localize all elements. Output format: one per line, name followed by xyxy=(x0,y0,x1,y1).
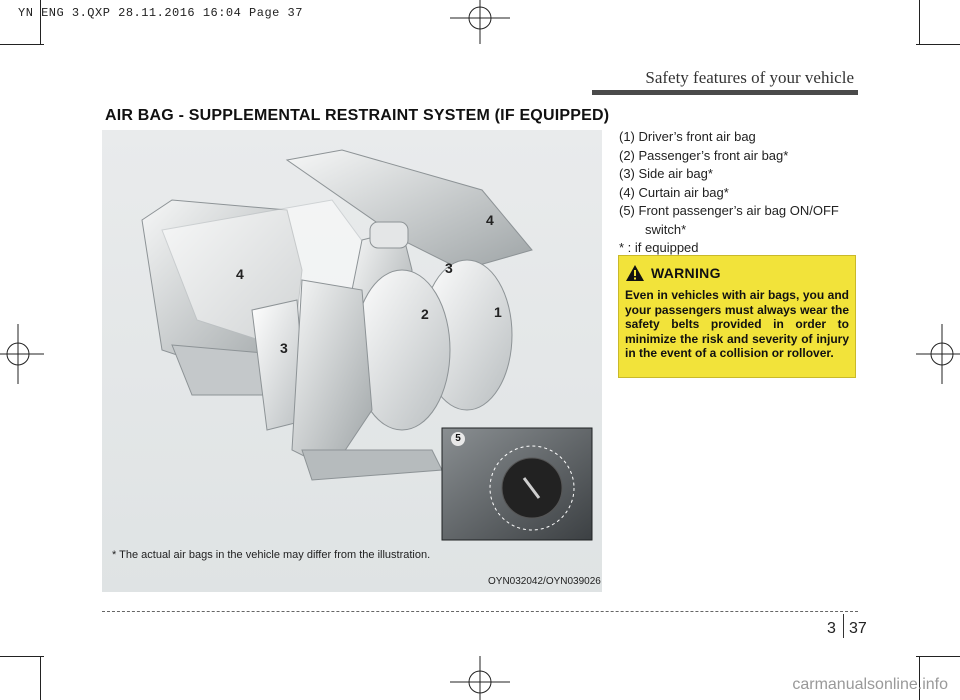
list-item: (2) Passenger’s front air bag* xyxy=(619,147,789,163)
section-title-bar xyxy=(592,90,858,95)
callout-4: 4 xyxy=(236,266,244,282)
section-title: Safety features of your vehicle xyxy=(645,68,854,87)
crop-mark xyxy=(0,44,44,45)
callout-4: 4 xyxy=(486,212,494,228)
list-item: (3) Side air bag* xyxy=(619,166,713,181)
warning-header xyxy=(625,264,849,282)
vehicle-interior-drawing xyxy=(102,130,602,592)
crop-mark xyxy=(919,0,920,44)
footer-divider xyxy=(102,611,858,612)
figure-code: OYN032042/OYN039026 xyxy=(488,576,601,587)
page-number: 37 xyxy=(849,620,867,637)
airbag-illustration xyxy=(102,130,602,592)
chapter-number: 3 xyxy=(827,620,836,637)
warning-triangle-icon xyxy=(625,264,645,282)
callout-5: 5 xyxy=(451,432,465,446)
list-item-continuation: switch* xyxy=(645,221,687,237)
callout-1: 1 xyxy=(494,304,502,320)
callout-3: 3 xyxy=(280,340,288,356)
warning-text: Even in vehicles with air bags, you and your passengers must always wear the safety belts provided in order to minimize the risk and severity of injury in the event of a collision or rollover. xyxy=(625,288,849,361)
crop-mark xyxy=(916,656,960,657)
registration-mark xyxy=(450,0,510,44)
callout-2: 2 xyxy=(421,306,429,322)
list-footnote: * : if equipped xyxy=(619,240,699,255)
watermark: carmanualsonline.info xyxy=(792,676,948,693)
registration-mark xyxy=(916,324,960,384)
callout-3: 3 xyxy=(445,260,453,276)
crop-mark xyxy=(40,656,41,700)
list-item: (5) Front passenger’s air bag ON/OFF xyxy=(619,203,839,218)
airbag-legend-list xyxy=(619,128,839,258)
registration-mark xyxy=(450,656,510,700)
crop-mark xyxy=(0,656,44,657)
page-heading: AIR BAG - SUPPLEMENTAL RESTRAINT SYSTEM (IF EQUIPPED) xyxy=(105,107,610,124)
print-file-header: YN ENG 3.QXP 28.11.2016 16:04 Page 37 xyxy=(18,6,303,20)
page-number-separator xyxy=(843,614,844,638)
list-item: (1) Driver’s front air bag xyxy=(619,129,756,144)
crop-mark xyxy=(916,44,960,45)
warning-title: WARNING xyxy=(651,265,721,281)
warning-box xyxy=(618,255,856,378)
list-item: (4) Curtain air bag* xyxy=(619,184,729,200)
figure-note: * The actual air bags in the vehicle may differ from the illustration. xyxy=(112,549,431,561)
registration-mark xyxy=(0,324,44,384)
